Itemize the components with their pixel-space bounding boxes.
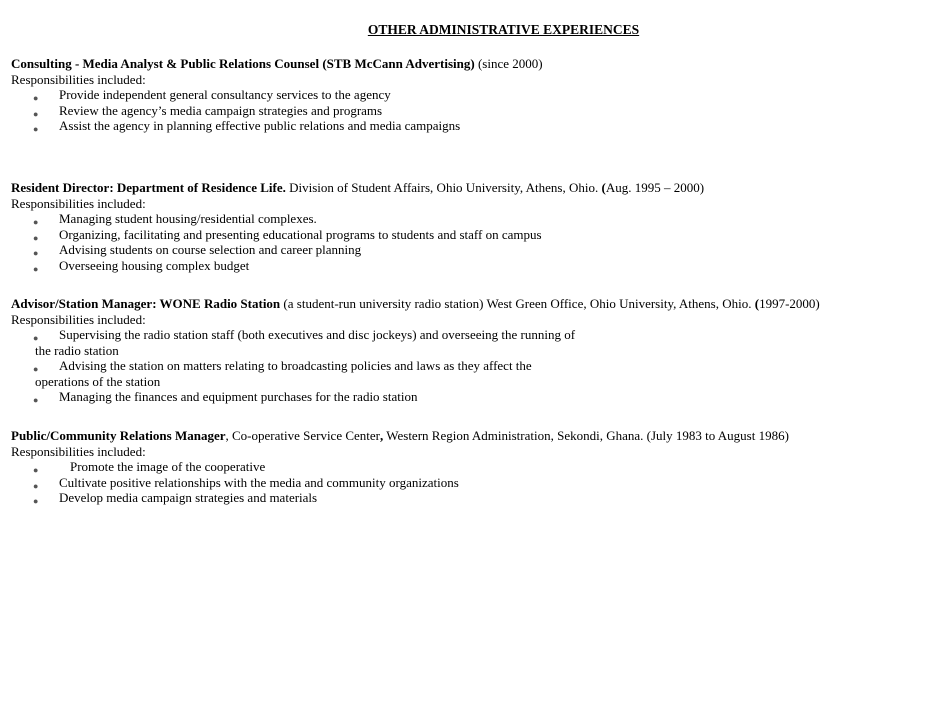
experience-section-radio-station — [11, 296, 941, 405]
list-item-text: Supervising the radio station staff (both executives and disc jockeys) and overseeing the running of — [59, 327, 576, 342]
role-title: Public/Community Relations Manager — [11, 428, 226, 443]
bullet-icon: ● — [33, 108, 39, 119]
bullet-icon: ● — [33, 263, 39, 274]
bullet-icon: ● — [33, 496, 39, 506]
responsibilities-label: Responsibilities included: — [11, 195, 146, 211]
responsibilities-list — [11, 389, 941, 405]
list-item — [11, 490, 941, 506]
responsibilities-list — [11, 459, 941, 506]
list-item-text: Review the agency’s media campaign strategies and programs — [59, 102, 383, 118]
list-item — [11, 227, 941, 243]
experience-section-consulting — [11, 56, 941, 134]
list-item-text: Assist the agency in planning effective public relations and media campaigns — [59, 118, 461, 133]
list-item-text: Overseeing housing complex budget — [59, 257, 250, 273]
experience-section-community-relations — [11, 428, 941, 506]
responsibilities-list — [11, 327, 941, 343]
responsibilities-list — [11, 87, 941, 134]
bullet-icon: ● — [33, 465, 39, 475]
bullet-icon: ● — [33, 364, 39, 374]
role-dates: Aug. 1995 – 2000) — [605, 180, 705, 195]
responsibilities-label: Responsibilities included: — [11, 71, 146, 87]
paren: ( — [601, 180, 606, 195]
list-item — [11, 87, 941, 103]
bullet-icon: ● — [33, 232, 39, 243]
experience-section-resident-director — [11, 180, 941, 273]
paren: ( — [754, 296, 760, 311]
list-item — [11, 103, 941, 119]
role-detail: Division of Student Affairs, Ohio University, Athens, Ohio. — [285, 180, 602, 195]
section-heading — [11, 428, 941, 444]
list-item-continuation: operations of the station — [35, 373, 161, 389]
responsibilities-list — [11, 358, 941, 374]
bullet-icon: ● — [33, 395, 39, 405]
list-item-text: Advising students on course selection and career planning — [59, 242, 362, 257]
role-title: Advisor/Station Manager: WONE Radio Station — [11, 296, 281, 311]
page-title: OTHER ADMINISTRATIVE EXPERIENCES — [367, 22, 640, 37]
role-detail: , Co-operative Service Center — [225, 428, 380, 443]
section-heading — [11, 56, 941, 72]
list-item-text: Organizing, facilitating and presenting educational programs to students and staff on campus — [59, 226, 542, 242]
list-item-text: Managing student housing/residential complexes. — [59, 211, 317, 226]
bullet-icon: ● — [33, 217, 39, 227]
list-item-text: Develop media campaign strategies and materials — [59, 490, 318, 505]
list-item — [11, 118, 941, 134]
list-item — [11, 327, 941, 343]
list-item-text: Promote the image of the cooperative — [70, 459, 266, 474]
responsibilities-label: Responsibilities included: — [11, 443, 146, 459]
list-item — [11, 459, 941, 475]
bullet-icon: ● — [33, 333, 39, 343]
list-item — [11, 475, 941, 491]
list-item — [11, 242, 941, 258]
list-item — [11, 389, 941, 405]
role-title: Consulting - Media Analyst & Public Relations Counsel (STB McCann Advertising) — [11, 56, 475, 71]
role-detail-2: Western Region Administration, Sekondi, Ghana. (July 1983 to August 1986) — [383, 428, 789, 443]
section-heading — [11, 296, 941, 312]
list-item-text: Cultivate positive relationships with the media and community organizations — [59, 474, 459, 490]
list-item-text: Provide independent general consultancy services to the agency — [59, 87, 391, 102]
list-item-text: Managing the finances and equipment purchases for the radio station — [59, 389, 418, 404]
bullet-icon: ● — [33, 124, 39, 134]
list-item — [11, 211, 941, 227]
responsibilities-label: Responsibilities included: — [11, 311, 146, 327]
bullet-icon: ● — [33, 480, 39, 491]
list-item — [11, 358, 941, 374]
role-detail: (since 2000) — [474, 56, 543, 71]
bullet-icon: ● — [33, 248, 39, 258]
section-heading — [11, 180, 941, 196]
role-title: Resident Director: Department of Residence Life. — [11, 180, 286, 195]
list-item — [11, 258, 941, 274]
list-item-text: Advising the station on matters relating to broadcasting policies and laws as they affect the — [59, 358, 532, 373]
comma: , — [380, 428, 384, 443]
role-dates: 1997-2000) — [759, 296, 820, 311]
list-item-continuation: the radio station — [35, 342, 119, 358]
role-detail: (a student-run university radio station) West Green Office, Ohio University, Athens, Ohio. — [280, 296, 755, 311]
bullet-icon: ● — [33, 93, 39, 103]
responsibilities-list — [11, 211, 941, 273]
